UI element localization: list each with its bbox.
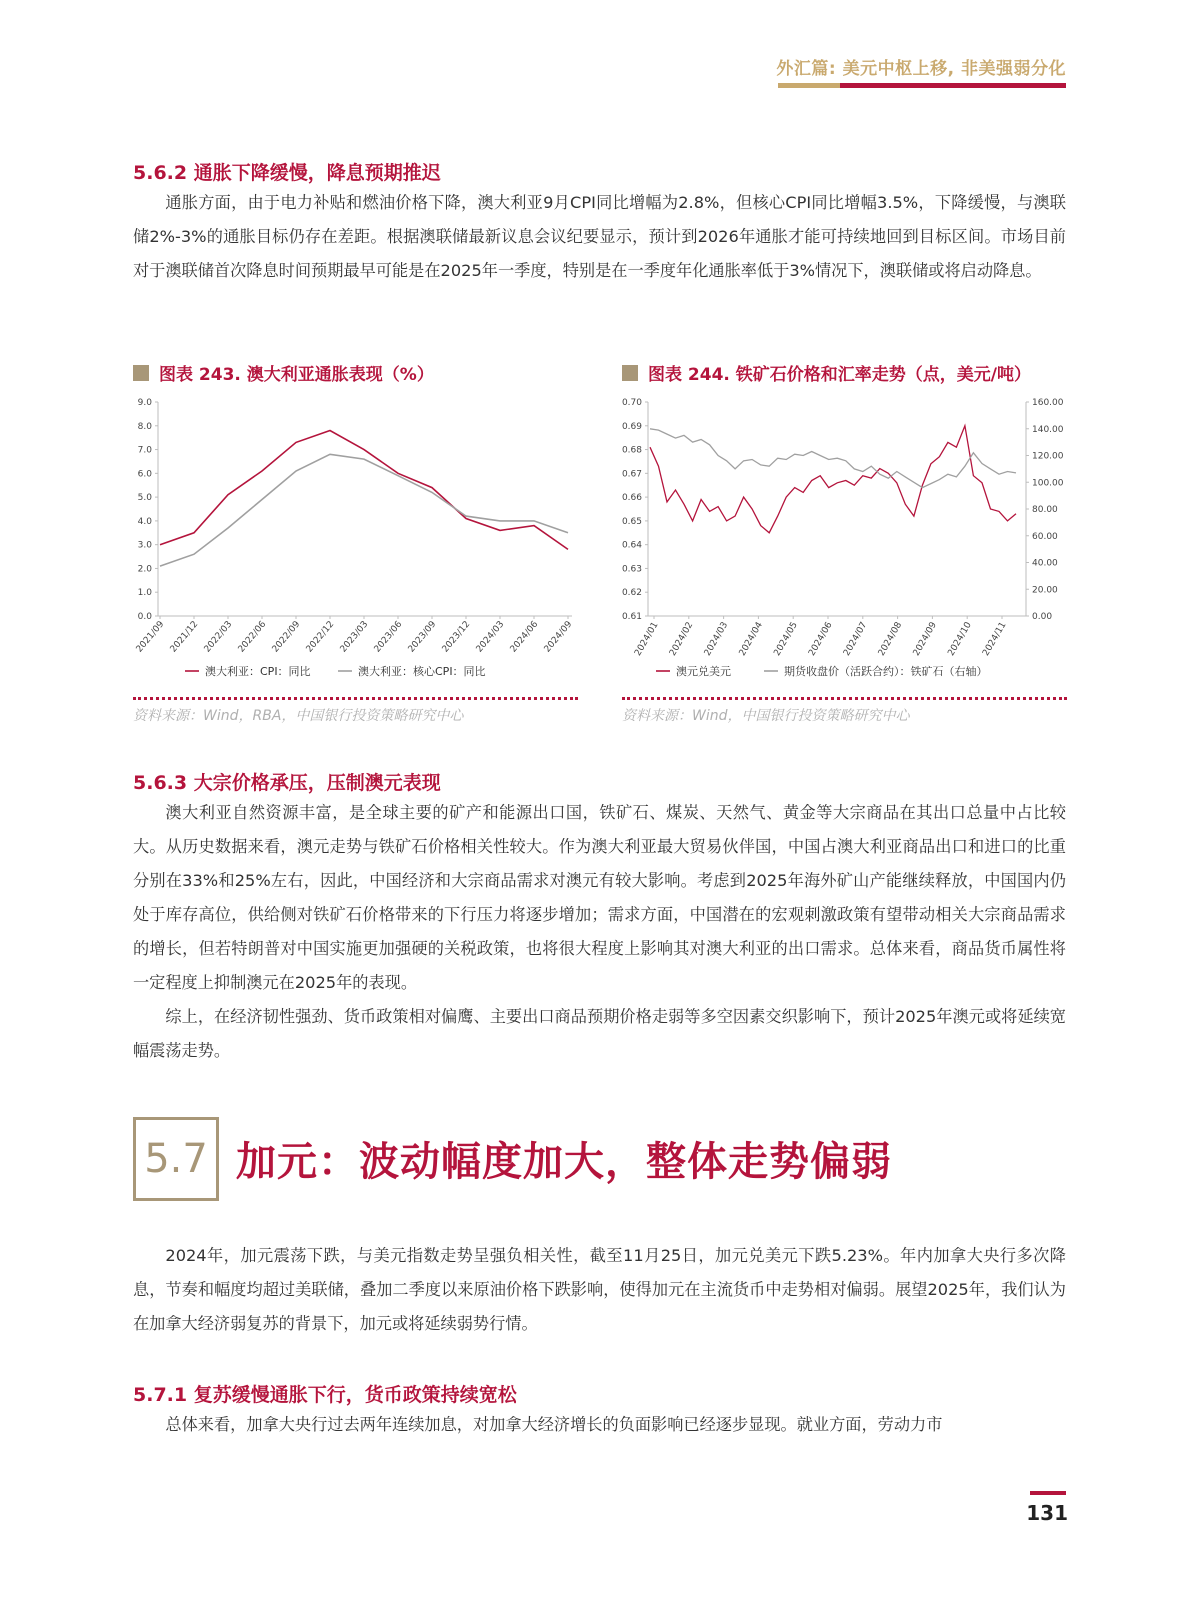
series-line xyxy=(160,431,568,550)
x-tick-label: 2024/07 xyxy=(842,620,870,658)
y-tick-label-left: 0.69 xyxy=(621,421,642,432)
y-tick-label: 1.0 xyxy=(137,588,152,599)
heading-5-7-1: 5.7.1 复苏缓慢通胀下行，货币政策持续宽松 xyxy=(133,1384,517,1406)
y-tick-label-left: 0.62 xyxy=(621,588,642,599)
legend-label: 澳元兑美元 xyxy=(676,665,731,678)
header-rule-red xyxy=(840,83,1066,88)
x-tick-label: 2022/03 xyxy=(202,619,235,655)
section-number-box xyxy=(133,1117,219,1201)
paragraph: 通胀方面，由于电力补贴和燃油价格下降，澳大利亚9月CPI同比增幅为2.8%，但核心CPI同比增幅3.5%，下降缓慢，与澳联储2%-3%的通胀目标仍存在差距。根据澳联储最新议息会议纪要显示，预计到2026年通胀才能可持续地回到目标区间。市场目前对于澳联储首次降息时间预期最早可能是在2025年一季度，特别是在一季度年化通胀率低于3%情况下，澳联储或将启动降息。 xyxy=(133,193,1066,280)
chart-244 xyxy=(606,392,1076,692)
paragraph: 澳大利亚自然资源丰富，是全球主要的矿产和能源出口国，铁矿石、煤炭、天然气、黄金等大宗商品在其出口总量中占比较大。从历史数据来看，澳元走势与铁矿石价格相关性较大。作为澳大利亚最大贸易伙伴国，中国占澳大利亚商品出口和进口的比重分别在33%和25%左右，因此，中国经济和大宗商品需求对澳元有较大影响。考虑到2025年海外矿山产能继续释放，中国国内仍处于库存高位，供给侧对铁矿石价格带来的下行压力将逐步增加；需求方面，中国潜在的宏观刺激政策有望带动相关大宗商品需求的增长，但若特朗普对中国实施更加强硬的关税政策，也将很大程度上影响其对澳大利亚的出口需求。总体来看，商品货币属性将一定程度上抑制澳元在2025年的表现。 xyxy=(133,803,1066,992)
x-tick-label: 2024/03 xyxy=(474,619,507,655)
y-tick-label: 7.0 xyxy=(137,445,152,456)
y-tick-label-left: 0.65 xyxy=(621,516,642,527)
chart-243-title-text: 图表 243. 澳大利亚通胀表现（%） xyxy=(159,365,434,385)
chart-243-source: 资料来源：Wind，RBA，中国银行投资策略研究中心 xyxy=(133,708,464,724)
series-line xyxy=(650,429,1016,488)
x-tick-label: 2022/06 xyxy=(236,619,269,655)
y-tick-label: 6.0 xyxy=(137,469,152,480)
chart-244-source: 资料来源：Wind，中国银行投资策略研究中心 xyxy=(622,708,910,724)
x-tick-label: 2024/01 xyxy=(633,620,661,658)
legend-label: 澳大利亚：核心CPI：同比 xyxy=(358,665,486,678)
section-571-body xyxy=(133,1408,1066,1442)
header-title: 外汇篇: 美元中枢上移, 非美强弱分化 xyxy=(776,59,1066,79)
x-tick-label: 2021/09 xyxy=(134,619,167,655)
x-tick-label: 2024/06 xyxy=(807,620,835,658)
x-tick-label: 2023/09 xyxy=(406,619,439,655)
paragraph: 2024年，加元震荡下跌，与美元指数走势呈强负相关性，截至11月25日，加元兑美元下跌5.23%。年内加拿大央行多次降息，节奏和幅度均超过美联储，叠加二季度以来原油价格下跌影响，使得加元在主流货币中走势相对偏弱。展望2025年，我们认为在加拿大经济弱复苏的背景下，加元或将延续弱势行情。 xyxy=(133,1246,1066,1333)
y-tick-label: 8.0 xyxy=(137,421,152,432)
divider-dotted xyxy=(622,697,1067,700)
x-tick-label: 2024/03 xyxy=(702,620,731,658)
x-tick-label: 2024/08 xyxy=(876,620,905,658)
paragraph: 综上，在经济韧性强劲、货币政策相对偏鹰、主要出口商品预期价格走弱等多空因素交织影响下，预计2025年澳元或将延续宽幅震荡走势。 xyxy=(133,1007,1066,1060)
y-tick-label: 5.0 xyxy=(137,493,152,504)
divider-dotted xyxy=(133,697,578,700)
y-tick-label-left: 0.67 xyxy=(621,469,642,480)
x-tick-label: 2021/12 xyxy=(168,619,201,655)
y-tick-label-right: 80.00 xyxy=(1032,505,1058,515)
y-tick-label-left: 0.63 xyxy=(621,564,642,575)
x-tick-label: 2024/05 xyxy=(772,620,800,658)
y-tick-label-left: 0.66 xyxy=(621,493,642,504)
x-tick-label: 2022/09 xyxy=(270,619,303,655)
x-tick-label: 2024/11 xyxy=(981,620,1009,658)
x-tick-label: 2024/10 xyxy=(946,620,974,658)
x-tick-label: 2022/12 xyxy=(304,619,337,655)
y-tick-label-left: 0.61 xyxy=(621,612,642,622)
legend-label: 期货收盘价（活跃合约）：铁矿石（右轴） xyxy=(784,665,988,678)
x-tick-label: 2024/06 xyxy=(508,619,541,655)
y-tick-label-right: 120.00 xyxy=(1032,451,1064,462)
chart-title-marker xyxy=(133,365,149,381)
legend-label: 澳大利亚：CPI：同比 xyxy=(205,665,311,678)
chart-243 xyxy=(120,392,590,692)
y-tick-label-left: 0.64 xyxy=(621,540,642,551)
heading-5-6-2: 5.6.2 通胀下降缓慢，降息预期推迟 xyxy=(133,162,441,184)
x-tick-label: 2023/12 xyxy=(440,619,473,655)
x-tick-label: 2023/03 xyxy=(338,619,371,655)
chart-244-title xyxy=(622,360,1031,385)
heading-5-6-3: 5.6.3 大宗价格承压，压制澳元表现 xyxy=(133,772,441,794)
y-tick-label-left: 0.70 xyxy=(621,398,642,408)
chart-244-title-text: 图表 244. 铁矿石价格和汇率走势（点，美元/吨） xyxy=(648,365,1031,385)
y-tick-label-left: 0.68 xyxy=(621,445,642,456)
header-rule-gold xyxy=(778,83,840,88)
y-tick-label-right: 160.00 xyxy=(1032,398,1064,408)
y-tick-label-right: 20.00 xyxy=(1032,585,1058,596)
x-tick-label: 2024/09 xyxy=(542,619,575,655)
page-number: 131 xyxy=(1026,1501,1068,1525)
y-tick-label-right: 60.00 xyxy=(1032,531,1058,542)
chart-title-marker xyxy=(622,365,638,381)
y-tick-label: 2.0 xyxy=(137,564,152,575)
y-tick-label: 3.0 xyxy=(137,540,152,551)
y-tick-label-right: 0.00 xyxy=(1032,612,1053,622)
y-tick-label-right: 40.00 xyxy=(1032,558,1058,569)
chart-243-title xyxy=(133,360,434,385)
x-tick-label: 2023/06 xyxy=(372,619,405,655)
y-tick-label: 9.0 xyxy=(137,398,152,408)
section-562-body xyxy=(133,186,1066,288)
series-line xyxy=(160,454,568,566)
paragraph: 总体来看，加拿大央行过去两年连续加息，对加拿大经济增长的负面影响已经逐步显现。就业方面，劳动力市 xyxy=(165,1415,943,1434)
section-563-body xyxy=(133,796,1066,1068)
y-tick-label-right: 100.00 xyxy=(1032,478,1064,489)
x-tick-label: 2024/02 xyxy=(668,620,696,658)
y-tick-label-right: 140.00 xyxy=(1032,424,1064,435)
y-tick-label: 0.0 xyxy=(137,612,152,622)
y-tick-label: 4.0 xyxy=(137,516,152,527)
x-tick-label: 2024/04 xyxy=(737,620,765,658)
section-57-body xyxy=(133,1239,1066,1341)
x-tick-label: 2024/09 xyxy=(911,620,939,658)
page-number-rule xyxy=(1030,1491,1066,1495)
section-number: 5.7 xyxy=(144,1136,208,1182)
section-title: 加元：波动幅度加大，整体走势偏弱 xyxy=(236,1139,892,1185)
